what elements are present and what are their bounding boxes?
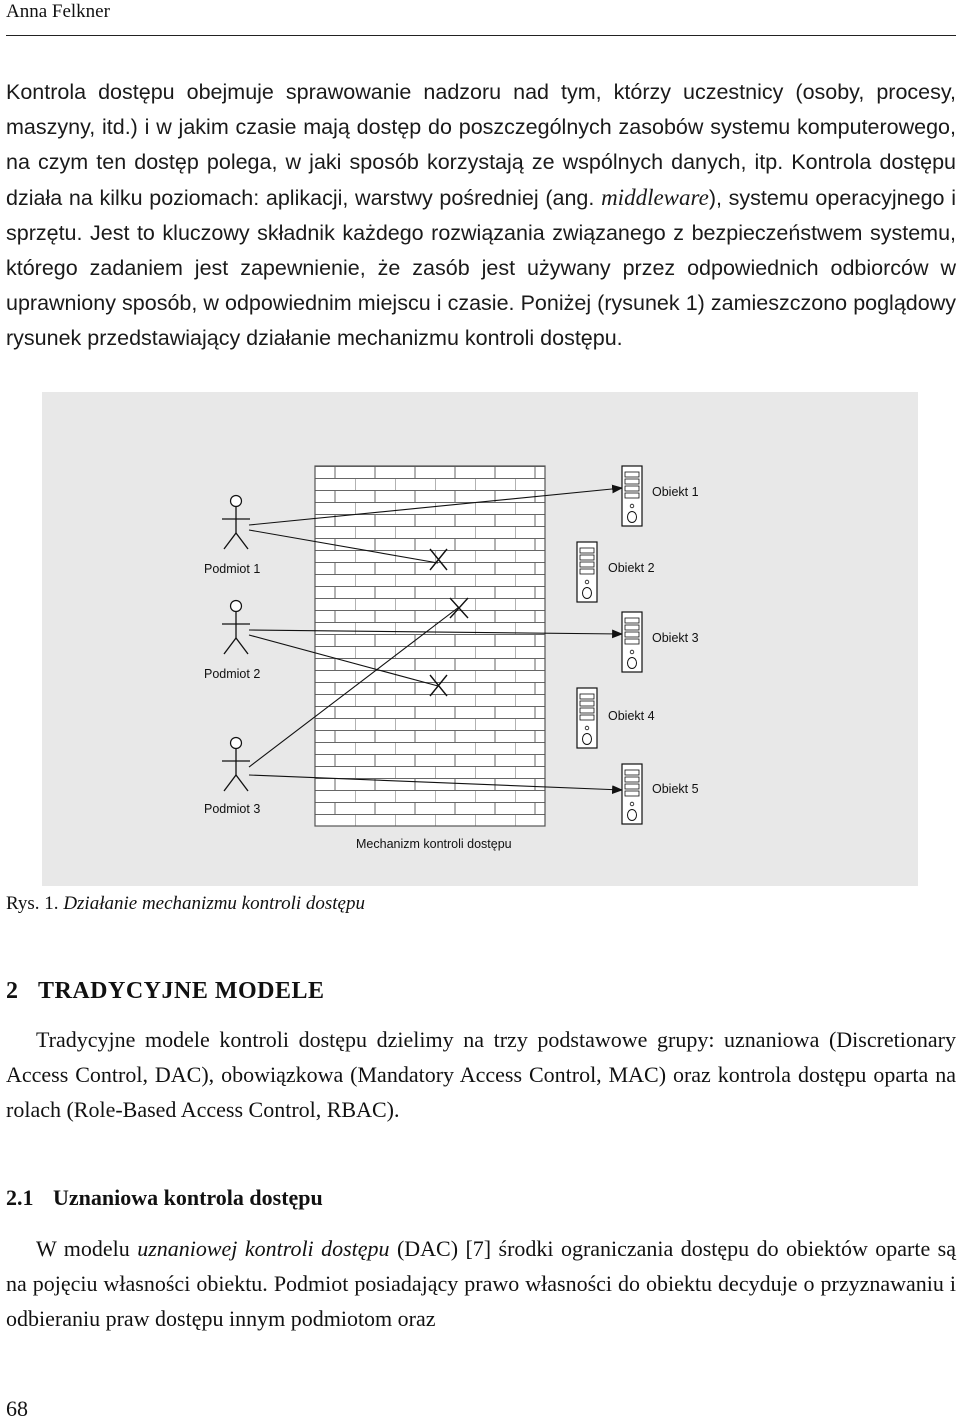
object-1-label: Obiekt 1 xyxy=(652,485,699,499)
section-2-1-text-b: (DAC) [7] środki ograniczania dostępu do obiektów oparte są na pojęciu własności obiektu. Podmiot posiadający prawo własności do obiektu decyduje o przyznawaniu i odbieraniu praw dostępu innym podmiotom oraz xyxy=(6,1236,956,1331)
section-2-1-title: Uznaniowa kontrola dostępu xyxy=(53,1185,323,1210)
object-2-label: Obiekt 2 xyxy=(608,561,655,575)
subject-2-label: Podmiot 2 xyxy=(204,667,261,681)
brick-wall xyxy=(315,466,545,826)
subject-2-figure xyxy=(222,601,250,655)
intro-paragraph xyxy=(6,75,956,356)
object-1-server xyxy=(622,466,642,526)
object-2-server xyxy=(577,542,597,602)
header-divider xyxy=(6,35,956,36)
object-5-server xyxy=(622,764,642,824)
object-3-label: Obiekt 3 xyxy=(652,631,699,645)
section-2-heading xyxy=(6,978,325,1005)
intro-text-part2: ), systemu operacyjnego i sprzętu. Jest to kluczowy składnik każdego rozwiązania związanego z bezpieczeństwem systemu, którego zadaniem jest zapewnienie, że zasób jest używany przez odpowiednich odbiorców w uprawniony sposób, w odpowiednim miejscu i czasie. Poniżej (rysunek 1) zamieszczono poglądowy rysunek przedstawiający działanie mechanizmu kontroli dostępu. xyxy=(6,186,957,350)
section-2-title: TRADYCYJNE MODELE xyxy=(38,978,325,1004)
caption-prefix: Rys. 1. xyxy=(6,893,64,914)
running-header-author: Anna Felkner xyxy=(6,1,110,22)
object-4-label: Obiekt 4 xyxy=(608,709,655,723)
subject-3-figure xyxy=(222,738,250,792)
section-2-1-heading xyxy=(6,1185,323,1211)
intro-term-middleware: middleware xyxy=(601,185,709,210)
section-2-number: 2 xyxy=(6,978,19,1004)
caption-text: Działanie mechanizmu kontroli dostępu xyxy=(63,893,365,914)
object-5-label: Obiekt 5 xyxy=(652,782,699,796)
section-2-paragraph: Tradycyjne modele kontroli dostępu dzielimy na trzy podstawowe grupy: uznaniowa (Discretionary Access Control, DAC), obowiązkowa (Mandatory Access Control, MAC) oraz kontrola dostępu oparta na rolach (Role-Based Access Control, RBAC). xyxy=(6,1027,956,1122)
object-4-server xyxy=(577,688,597,748)
subject-1-label: Podmiot 1 xyxy=(204,562,261,576)
section-2-1-paragraph xyxy=(6,1231,956,1336)
mechanism-label: Mechanizm kontroli dostępu xyxy=(356,837,512,851)
page-number: 68 xyxy=(6,1396,28,1421)
subject-1-figure xyxy=(222,496,250,550)
subject-3-label: Podmiot 3 xyxy=(204,802,261,816)
section-2-1-term: uznaniowej kontroli dostępu xyxy=(137,1236,390,1261)
figure-caption xyxy=(6,892,365,916)
intro-text-part1: Kontrola dostępu obejmuje sprawowanie nadzoru nad tym, którzy uczestnicy (osoby, procesy, maszyny, itd.) i w jakim czasie mają dostęp do poszczególnych zasobów systemu komputerowego, na czym ten dostęp polega, w jaki sposób korzystają ze wspólnych danych, itp. Kontrola dostępu działa na kilku poziomach: aplikacji, warstwy pośredniej (ang. xyxy=(6,80,956,210)
section-2-1-text-a: W modelu xyxy=(36,1236,138,1261)
access-control-figure xyxy=(42,392,918,886)
section-2-1-number: 2.1 xyxy=(6,1185,34,1210)
object-3-server xyxy=(622,612,642,672)
